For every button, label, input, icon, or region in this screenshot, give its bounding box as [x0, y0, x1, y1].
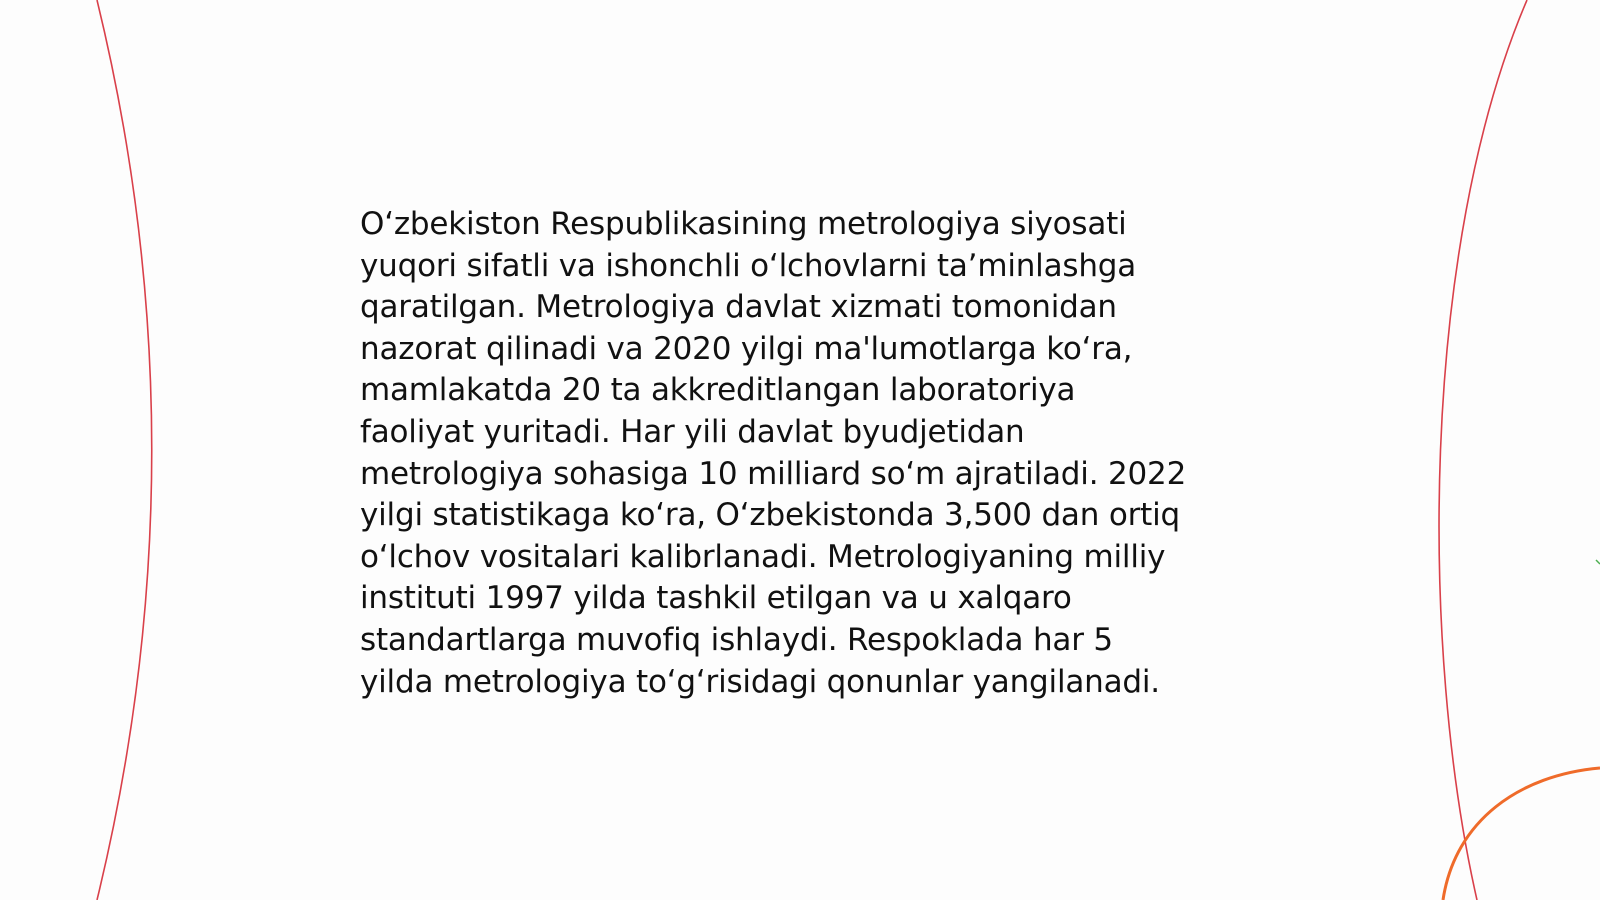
right-curve-line: [1439, 0, 1527, 900]
body-line-8: yilgi statistikaga ko‘ra, O‘zbekistonda 3,500 dan ortiq: [360, 497, 1180, 534]
body-line-9: o‘lchov vositalari kalibrlanadi. Metrologiyaning milliy: [360, 538, 1166, 575]
left-curve-line: [97, 0, 152, 900]
body-line-11: standartlarga muvofiq ishlaydi. Respoklada har 5: [360, 621, 1113, 658]
body-paragraph: [360, 204, 1240, 703]
body-line-10: instituti 1997 yilda tashkil etilgan va u xalqaro: [360, 580, 1072, 617]
body-line-7: metrologiya sohasiga 10 milliard so‘m ajratiladi. 2022: [360, 455, 1187, 492]
body-line-1: O‘zbekiston Respublikasining metrologiya siyosati: [360, 206, 1127, 242]
body-line-2: yuqori sifatli va ishonchli o‘lchovlarni ta’minlashga: [360, 247, 1137, 284]
body-line-6: faoliyat yuritadi. Har yili davlat byudjetidan: [360, 413, 1025, 450]
body-line-5: mamlakatda 20 ta akkreditlangan laboratoriya: [360, 372, 1076, 409]
orange-arc: [1443, 768, 1600, 900]
body-line-12: yilda metrologiya to‘g‘risidagi qonunlar yangilanadi.: [360, 663, 1160, 700]
green-tick: [1596, 560, 1600, 564]
body-line-4: nazorat qilinadi va 2020 yilgi ma'lumotlarga ko‘ra,: [360, 330, 1133, 367]
body-line-3: qaratilgan. Metrologiya davlat xizmati tomonidan: [360, 289, 1117, 326]
